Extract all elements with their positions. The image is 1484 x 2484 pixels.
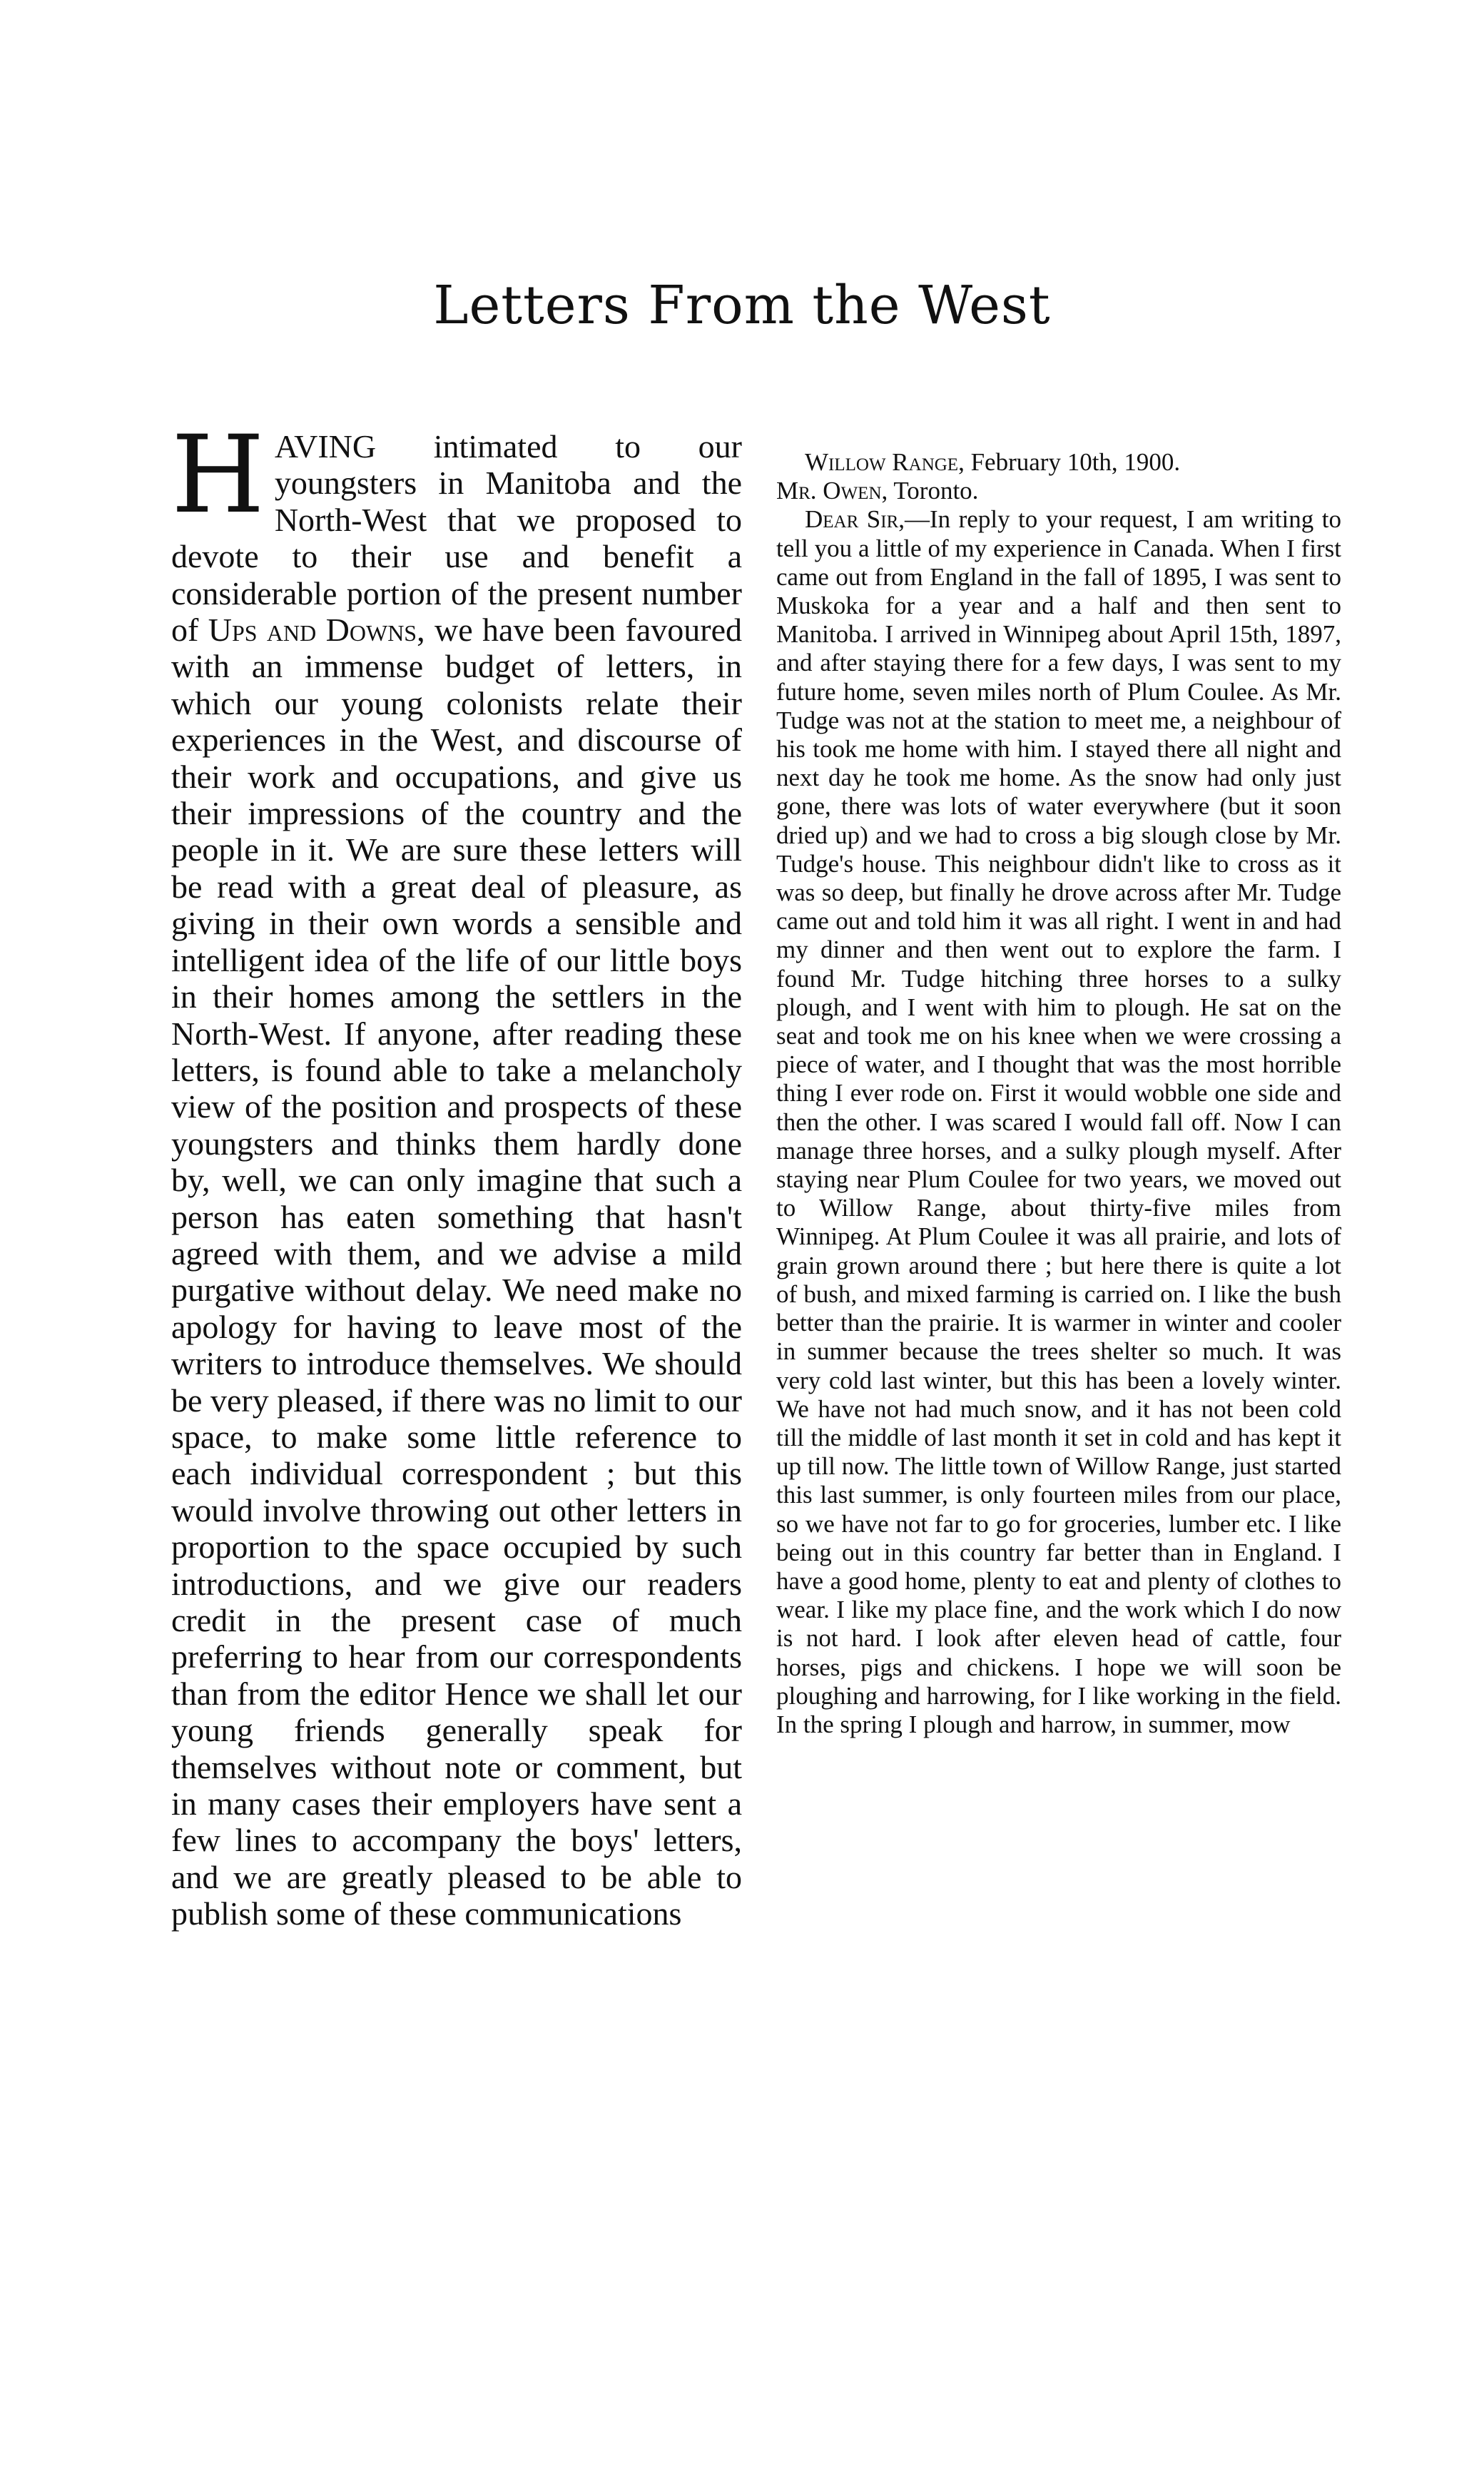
recipient-name: Mr. Owen [776, 477, 882, 505]
recipient-city: , Toronto. [881, 477, 979, 505]
dateline-place: Willow Range [805, 448, 959, 476]
drop-cap: H [171, 413, 265, 537]
letter-body-text: ,—In reply to your request, I am writing to tell you a little of my experience in Canada. When I first came out from England in the fall of 1895, I was sent to Muskoka for a year and a half and then sent to Manitoba. I arrived in Winnipeg about April 15th, 1897, and after staying there for a few days, I was sent to my future home, seven miles north of Plum Coulee. As Mr. Tudge was not at the station to meet me, a neighbour of his took me home with him. I stayed there all night and next day he took me home. As the snow had only just gone, there was lots of water everywhere (but it soon dried up) and we had to cross a big slough close by Mr. Tudge's house. This neighbour didn't like to cross as it was so deep, but finally he drove across after Mr. Tudge came out and told him it was all right. I went in and had my dinner and then went out to explore the farm. I found Mr. Tudge hitching three horses to a sulky plough, and I went with him to plough. He sat on the seat and took me on his knee when we were crossing a piece of water, and I thought that was the most horrible thing I ever rode on. First it would wobble one side and then the other. I was scared I would fall off. Now I can manage three horses, and a sulky plough myself. After staying near Plum Coulee for two years, we moved out to Willow Range, about thirty-five miles from Winnipeg. At Plum Coulee it was all prairie, and lots of grain grown around there ; but here there is quite a lot of bush, and mixed farming is carried on. I like the bush better than the prairie. It is warmer in winter and cooler in summer because the trees shelter so much. It was very cold last winter, but this has been a lovely winter. We have not had much snow, and it has not been cold till the middle of last month it set in cold and has kept it up till now. The little town of Willow Range, just started this last summer, is only fourteen miles from our place, so we have not far to go for groceries, lumber etc. I like being out in this country far better than in England. I have a good home, plenty to eat and plenty of clothes to wear. I like my place fine, and the work which I do now is not hard. I look after eleven head of cattle, four horses, pigs and chickens. I hope we will soon be ploughing and harrowing, for I like working in the field. In the spring I plough and harrow, in summer, mow [776, 505, 1341, 1738]
intro-text-part-2: , we have been favoured with an immense budget of letters, in which our young colonists relate their experiences in the West, and discourse of their work and occupations, and give us their impressions of the country and the people in it. We are sure these letters will be read with a great deal of pleasure, as giving in their own words a sensible and intelligent idea of the life of our little boys in their homes among the settlers in the North-West. If anyone, after reading these letters, is found able to take a melancholy view of the position and prospects of these youngsters and thinks them hardly done by, well, we can only imagine that such a person has eaten something that hasn't agreed with them, and we advise a mild purgative without delay. We need make no apology for having to leave most of the writers to introduce themselves. We should be very pleased, if there was no limit to our space, to make some little reference to each individual correspondent ; but this would involve throwing out other letters in proportion to the space occupied by such introductions, and we give our readers credit in the present case of much preferring to hear from our correspondents than from the editor Hence we shall let our young friends generally speak for themselves without note or comment, but in many cases their employers have sent a few lines to accompany the boys' letters, and we are greatly pleased to be able to publish some of these communications [171, 612, 742, 1932]
letter-dateline [776, 448, 1341, 477]
intro-text-part-1: AVING intimated to our youngsters in Manitoba and the North-West that we proposed to devote to their use and benefit a considerable portion of the present number of [171, 428, 742, 649]
dateline-date: , February 10th, 1900. [958, 448, 1181, 476]
letter-body [776, 505, 1341, 1739]
letter-recipient [776, 477, 1341, 505]
letter-salutation: Dear Sir [805, 505, 899, 534]
letter-column [776, 448, 1341, 1739]
intro-paragraph [171, 413, 742, 1932]
magazine-name: Ups and Downs [208, 612, 417, 649]
intro-column [171, 413, 742, 1932]
page-title: Letters From the West [433, 275, 1051, 336]
